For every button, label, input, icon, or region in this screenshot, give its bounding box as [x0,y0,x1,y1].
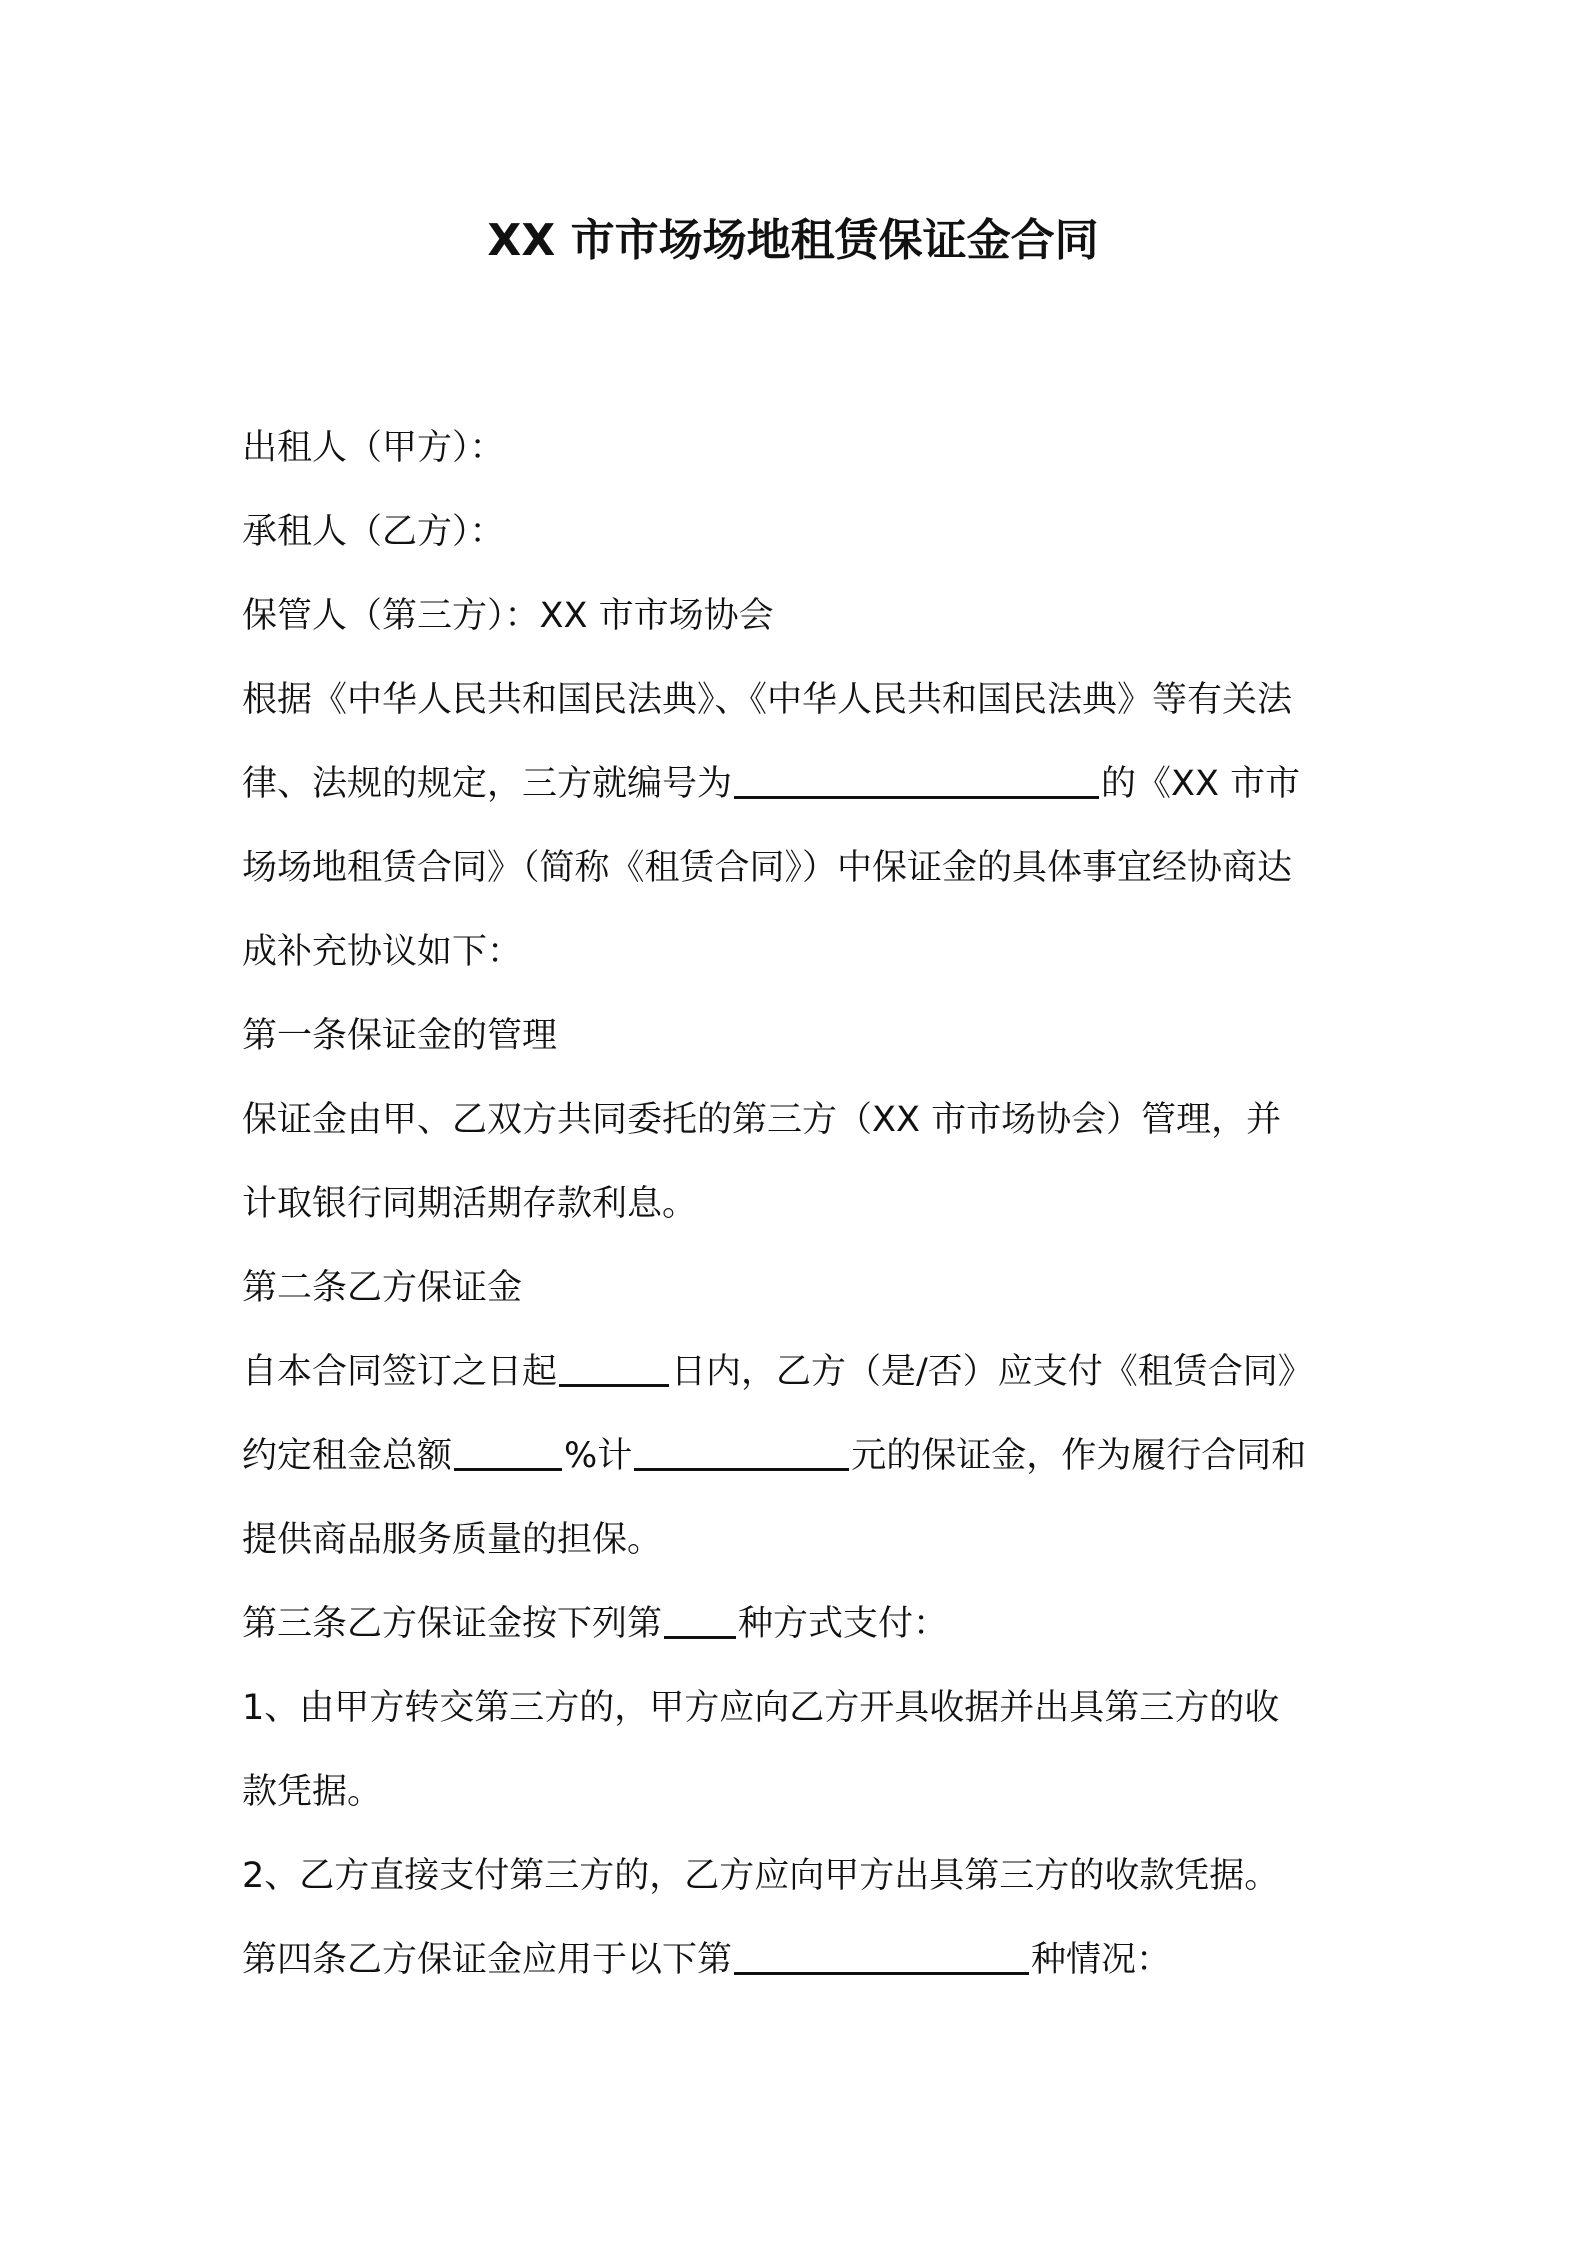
article-3-item-2: 2、乙方直接支付第三方的，乙方应向甲方出具第三方的收款凭据。 [242,1856,1280,1896]
custodian-line: 保管人（第三方）：XX 市市场协会 [242,596,774,636]
article-4-heading [242,1918,1372,2002]
article-3-item-1-line-1: 1、由甲方转交第三方的，甲方应向乙方开具收据并出具第三方的收 [242,1688,1280,1728]
preamble-line-2 [242,742,1372,826]
article-2-line-2-text-b: %计 [564,1436,633,1476]
article-4-heading-text-a: 第四条乙方保证金应用于以下第 [242,1940,733,1980]
percent-blank[interactable] [454,1444,562,1471]
article-4-heading-text-b: 种情况： [1031,1940,1172,1980]
article-2-line-3: 提供商品服务质量的担保。 [242,1520,663,1560]
preamble-line-2-text-b: 的《XX 市市 [1101,764,1301,804]
amount-blank[interactable] [634,1444,849,1471]
lessee-line: 承租人（乙方）： [242,512,505,552]
article-2-line-1 [242,1330,1372,1414]
article-2-line-1-text-a: 自本合同签订之日起 [242,1352,558,1392]
article-1-line-1: 保证金由甲、乙双方共同委托的第三方（XX 市市场协会）管理，并 [242,1100,1282,1140]
document-body [242,406,1372,2002]
payment-method-blank[interactable] [664,1612,736,1639]
article-2-line-1-text-b: 日内，乙方（是/否）应支付《租赁合同》 [671,1352,1313,1392]
document-title: XX 市市场场地租赁保证金合同 [487,215,1099,266]
preamble-line-1: 根据《中华人民共和国民法典》、《中华人民共和国民法典》等有关法 [242,680,1293,720]
article-2-line-2 [242,1414,1372,1498]
article-1-line-2: 计取银行同期活期存款利息。 [242,1184,698,1224]
article-2-line-2-text-a: 约定租金总额 [242,1436,453,1476]
article-1-heading: 第一条保证金的管理 [242,1016,558,1056]
article-3-heading [242,1582,1372,1666]
article-3-heading-text-a: 第三条乙方保证金按下列第 [242,1604,663,1644]
article-2-heading: 第二条乙方保证金 [242,1268,523,1308]
preamble-line-3: 场场地租赁合同》（简称《租赁合同》）中保证金的具体事宜经协商达 [242,848,1293,888]
article-3-item-1-line-2: 款凭据。 [242,1772,383,1812]
usage-case-blank[interactable] [734,1948,1029,1975]
article-3-heading-text-b: 种方式支付： [738,1604,949,1644]
article-2-line-2-text-c: 元的保证金，作为履行合同和 [851,1436,1307,1476]
lessor-line: 出租人（甲方）： [242,428,505,468]
contract-number-blank[interactable] [734,772,1099,799]
preamble-line-4: 成补充协议如下： [242,932,523,972]
preamble-line-2-text-a: 律、法规的规定，三方就编号为 [242,764,733,804]
days-blank[interactable] [559,1360,669,1387]
